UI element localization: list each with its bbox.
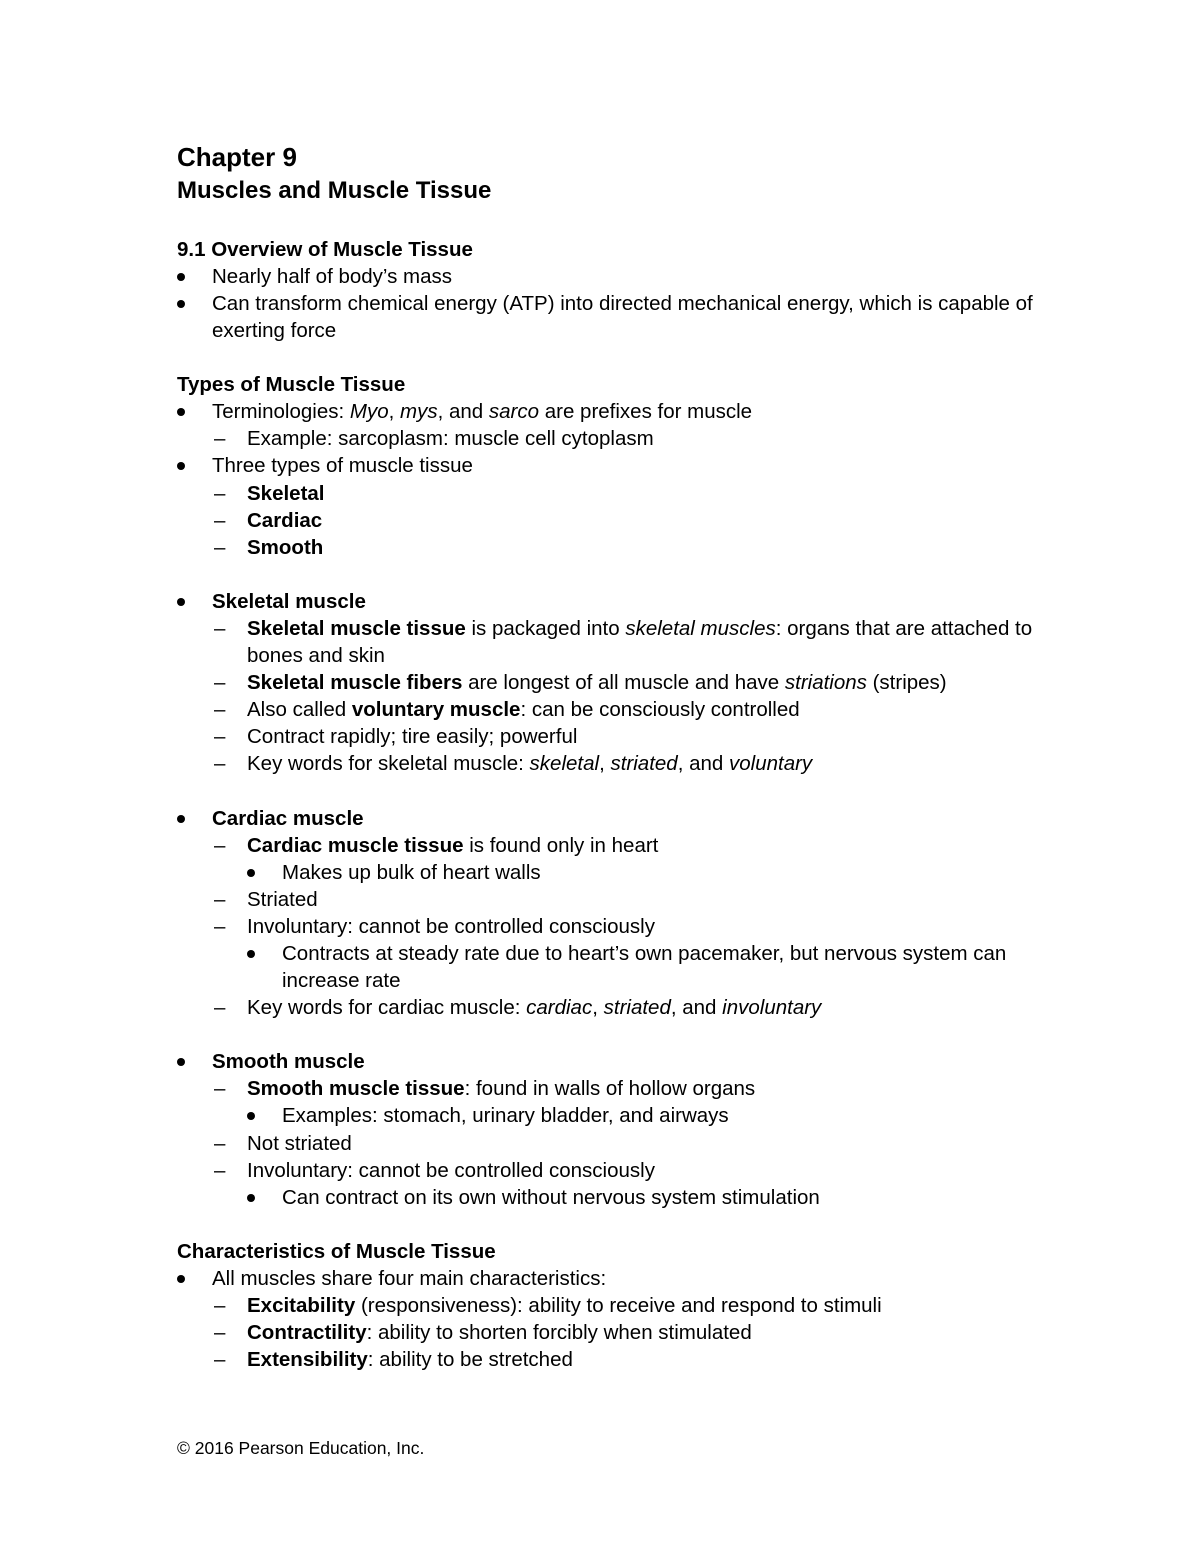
- sub-list-item: – Example: sarcoplasm: muscle cell cytoplasm: [212, 425, 1037, 452]
- sub-list-item: – Contract rapidly; tire easily; powerful: [212, 723, 1037, 750]
- section-title-overview: 9.1 Overview of Muscle Tissue: [177, 238, 473, 261]
- dash-icon: –: [214, 725, 226, 749]
- sub-list-item: – Skeletal muscle fibers are longest of all muscle and have striations (stripes): [212, 669, 1037, 696]
- dash-icon: –: [214, 833, 226, 857]
- section-title-types: Types of Muscle Tissue: [177, 373, 406, 397]
- bullet-icon: [177, 598, 185, 606]
- bullet-icon: [247, 1194, 255, 1202]
- list-item-skeletal: Skeletal muscle – Skeletal muscle tissue is packaged into skeletal muscles: organs that are attached to bones and skin – Skeletal muscle fibers are longest of all muscle and have striations (stripes) – Also called voluntary muscle: can be consciously controlled – Contract rapidly; tire easily; powerful – Key words for skeletal muscle: skeletal, striated, and voluntary: [177, 588, 1037, 778]
- dash-icon: –: [214, 535, 226, 559]
- sub-list-item: – Involuntary: cannot be controlled consciously Contracts at steady rate due to heart’s own pacemaker, but nervous system can increase rate: [212, 913, 1037, 994]
- dash-icon: –: [214, 996, 226, 1020]
- sub-list-item: – Involuntary: cannot be controlled consciously Can contract on its own without nervous system stimulation: [212, 1157, 1037, 1211]
- sub-list-item: – Smooth muscle tissue: found in walls of hollow organs Examples: stomach, urinary bladder, and airways: [212, 1075, 1037, 1129]
- sub-list-item: – Contractility: ability to shorten forcibly when stimulated: [212, 1319, 1037, 1346]
- dash-icon: –: [214, 1158, 226, 1182]
- bullet-icon: [177, 300, 185, 308]
- dash-icon: –: [214, 698, 226, 722]
- sub-list-item: – Skeletal: [212, 480, 1037, 507]
- sub-sub-list-item: Contracts at steady rate due to heart’s own pacemaker, but nervous system can increase rate: [247, 940, 1037, 994]
- sub-list-item: – Key words for cardiac muscle: cardiac, striated, and involuntary: [212, 994, 1037, 1021]
- chapter-subtitle: Muscles and Muscle Tissue: [177, 177, 492, 204]
- list-item-smooth: Smooth muscle – Smooth muscle tissue: found in walls of hollow organs Examples: stomach, urinary bladder, and airways – Not striated – Involuntary: cannot be controlled consciously Can contract on its own without nervous system stimulation: [177, 1048, 1037, 1211]
- dash-icon: –: [214, 616, 226, 640]
- dash-icon: –: [214, 752, 226, 776]
- sub-list-item: – Extensibility: ability to be stretched: [212, 1346, 1037, 1373]
- bullet-icon: [247, 950, 255, 958]
- sub-list-item: – Skeletal muscle tissue is packaged into skeletal muscles: organs that are attached to bones and skin: [214, 616, 1033, 668]
- dash-icon: –: [214, 671, 226, 695]
- sub-list-item: – Not striated: [212, 1130, 1037, 1157]
- sub-sub-list-item: Can contract on its own without nervous system stimulation: [247, 1184, 1037, 1211]
- list-item-cardiac: Cardiac muscle – Cardiac muscle tissue is found only in heart Makes up bulk of heart walls – Striated – Involuntary: cannot be controlled consciously Contracts at steady rate due to heart’s own pacemaker, but nervous system can increase rate – Key words for cardiac muscle: cardiac, striated, and involuntary: [177, 805, 1037, 1022]
- section-title-characteristics: Characteristics of Muscle Tissue: [177, 1239, 496, 1263]
- dash-icon: –: [214, 427, 226, 451]
- document-page: [177, 142, 1037, 1373]
- types-list: [177, 398, 1037, 1211]
- list-item: Nearly half of body’s mass: [177, 263, 1037, 290]
- dash-icon: –: [214, 1321, 226, 1344]
- list-item: Three types of muscle tissue – Skeletal – Cardiac – Smooth: [177, 452, 1037, 560]
- sub-list-item: – Key words for skeletal muscle: skeletal, striated, and voluntary: [212, 750, 1037, 777]
- bullet-icon: [177, 273, 185, 281]
- list-item: Terminologies: Myo, mys, and sarco are prefixes for muscle – Example: sarcoplasm: muscle cell cytoplasm: [177, 398, 1037, 452]
- bullet-icon: [177, 815, 185, 823]
- bullet-icon: [247, 1112, 255, 1120]
- bullet-icon: [247, 869, 255, 877]
- sub-sub-list-item: Makes up bulk of heart walls: [247, 859, 1037, 886]
- list-item: All muscles share four main characteristics: – Excitability (responsiveness): ability to receive and respond to stimuli – Contractility: ability to shorten forcibly when stimulated – Extensibility: ability to be stretched: [177, 1265, 1037, 1373]
- dash-icon: –: [214, 914, 226, 938]
- sub-list-item: – Also called voluntary muscle: can be consciously controlled: [212, 696, 1037, 723]
- dash-icon: –: [214, 887, 226, 911]
- chapter-heading: Chapter 9: [177, 142, 297, 172]
- sub-list-item: – Cardiac muscle tissue is found only in heart Makes up bulk of heart walls: [212, 832, 1037, 886]
- characteristics-list: [177, 1265, 1037, 1373]
- dash-icon: –: [214, 508, 226, 532]
- bullet-icon: [177, 462, 185, 470]
- sub-list-item: – Excitability (responsiveness): ability to receive and respond to stimuli: [212, 1292, 1037, 1319]
- bullet-icon: [177, 408, 185, 416]
- dash-icon: –: [214, 1293, 226, 1317]
- sub-list-item: – Striated: [212, 886, 1037, 913]
- sub-sub-list-item: Examples: stomach, urinary bladder, and airways: [247, 1102, 1037, 1129]
- dash-icon: –: [214, 481, 226, 505]
- bullet-icon: [177, 1275, 185, 1283]
- sub-list-item: – Smooth: [212, 534, 1037, 561]
- list-item: Can transform chemical energy (ATP) into directed mechanical energy, which is capable of exerting force: [177, 290, 1037, 344]
- sub-list-item: – Cardiac: [212, 507, 1037, 534]
- dash-icon: –: [214, 1131, 226, 1155]
- dash-icon: –: [214, 1348, 226, 1372]
- overview-list: [177, 263, 1037, 344]
- dash-icon: –: [214, 1077, 226, 1101]
- copyright-footer: © 2016 Pearson Education, Inc.: [177, 1438, 425, 1458]
- bullet-icon: [177, 1058, 185, 1066]
